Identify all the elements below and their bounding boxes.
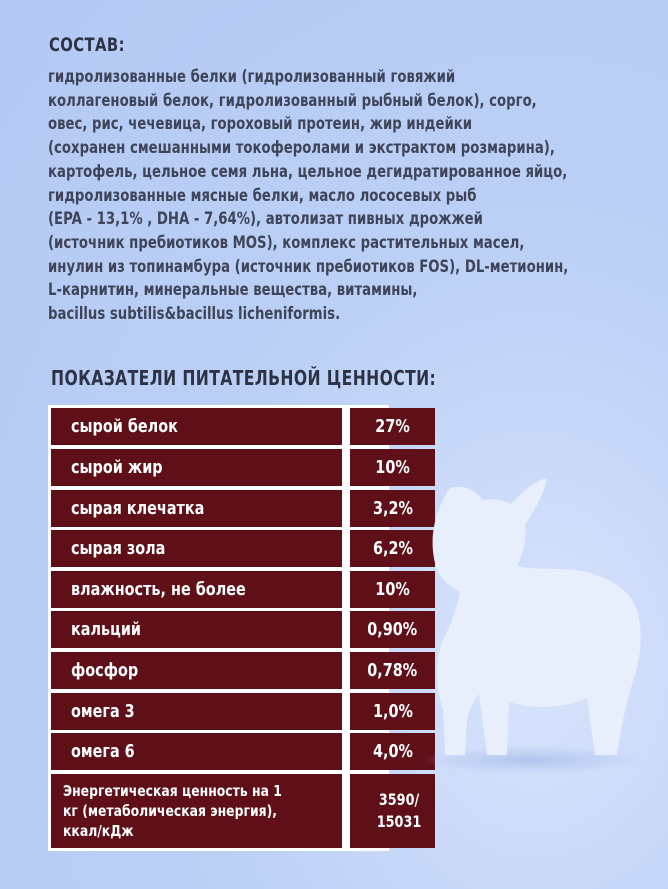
composition-line: инулин из топинамбура (источник пребиотиков FOS), DL-метионин, xyxy=(48,256,569,277)
composition-line: коллагеновый белок, гидролизованный рыбный белок), сорго, xyxy=(48,90,537,111)
nutrient-name-cell xyxy=(51,733,342,770)
nutrient-value: 10% xyxy=(375,579,410,600)
table-row xyxy=(48,408,410,448)
composition-line: (источник пребиотиков MOS), комплекс растительных масел, xyxy=(48,232,525,253)
nutrient-name-cell xyxy=(51,693,342,730)
nutrient-name: омега 6 xyxy=(71,741,135,762)
nutrient-name: сырой жир xyxy=(71,457,163,478)
nutrient-name-cell xyxy=(51,652,342,689)
nutrient-value: 27% xyxy=(375,416,410,437)
nutrient-name: омега 3 xyxy=(71,701,135,722)
table-row xyxy=(48,652,418,692)
composition-line: (EPA - 13,1% , DHA - 7,64%), автолизат пивных дрожжей xyxy=(48,209,483,230)
table-row xyxy=(48,490,413,530)
nutrient-name: влажность, не более xyxy=(71,579,246,600)
nutrient-name-cell xyxy=(51,611,342,648)
nutrient-value: 6,2% xyxy=(372,538,413,559)
nutrient-value: 3,2% xyxy=(372,498,413,519)
nutrient-name-cell xyxy=(51,571,342,608)
energy-value: 3590/ 15031 xyxy=(376,790,421,831)
nutrient-name: кальций xyxy=(71,619,141,640)
composition-line: L-карнитин, минеральные вещества, витамины, xyxy=(48,280,418,301)
energy-value-cell xyxy=(350,774,435,848)
nutrient-value: 0,90% xyxy=(367,619,418,640)
nutrient-value: 1,0% xyxy=(372,701,413,722)
nutrient-value: 10% xyxy=(375,457,410,478)
composition-text xyxy=(48,66,641,327)
composition-line: гидролизованные мясные белки, масло лососевых рыб xyxy=(48,185,477,206)
composition-line: (сохранен смешанными токоферолами и экстрактом розмарина), xyxy=(48,138,555,159)
nutrient-value-cell xyxy=(350,408,435,445)
nutrient-name-cell xyxy=(51,490,342,527)
nutrient-name-cell xyxy=(51,530,342,567)
nutrient-name-cell xyxy=(51,449,342,486)
composition-line: овес, рис, чечевица, гороховый протеин, жир индейки xyxy=(48,114,473,135)
table-row xyxy=(48,733,413,773)
table-row xyxy=(48,693,413,733)
table-row xyxy=(48,571,410,611)
table-row xyxy=(48,611,418,651)
dog-silhouette-icon xyxy=(405,470,655,780)
nutrient-name: сырой белок xyxy=(71,416,178,437)
composition-title: СОСТАВ: xyxy=(49,34,125,56)
composition-line: bacillus subtilis&bacillus licheniformis. xyxy=(48,304,341,325)
nutrient-name: сырая зола xyxy=(71,538,166,559)
table-row xyxy=(48,449,410,489)
table-row xyxy=(48,530,413,570)
nutrient-name-cell xyxy=(51,408,342,445)
energy-name: Энергетическая ценность на 1 кг (метаболическая энергия), ккал/кДж xyxy=(63,782,282,840)
nutrient-value: 0,78% xyxy=(367,660,418,681)
nutrient-name: сырая клечатка xyxy=(71,498,205,519)
nutrient-name: фосфор xyxy=(71,660,139,681)
nutrition-table xyxy=(48,405,421,851)
table-row-energy xyxy=(48,774,421,848)
energy-name-cell xyxy=(51,774,342,848)
composition-line: гидролизованные белки (гидролизованный говяжий xyxy=(48,67,456,87)
composition-line: картофель, цельное семя льна, цельное дегидратированное яйцо, xyxy=(48,161,568,182)
nutrient-value: 4,0% xyxy=(372,741,413,762)
nutrition-title: ПОКАЗАТЕЛИ ПИТАТЕЛЬНОЙ ЦЕННОСТИ: xyxy=(51,366,437,390)
